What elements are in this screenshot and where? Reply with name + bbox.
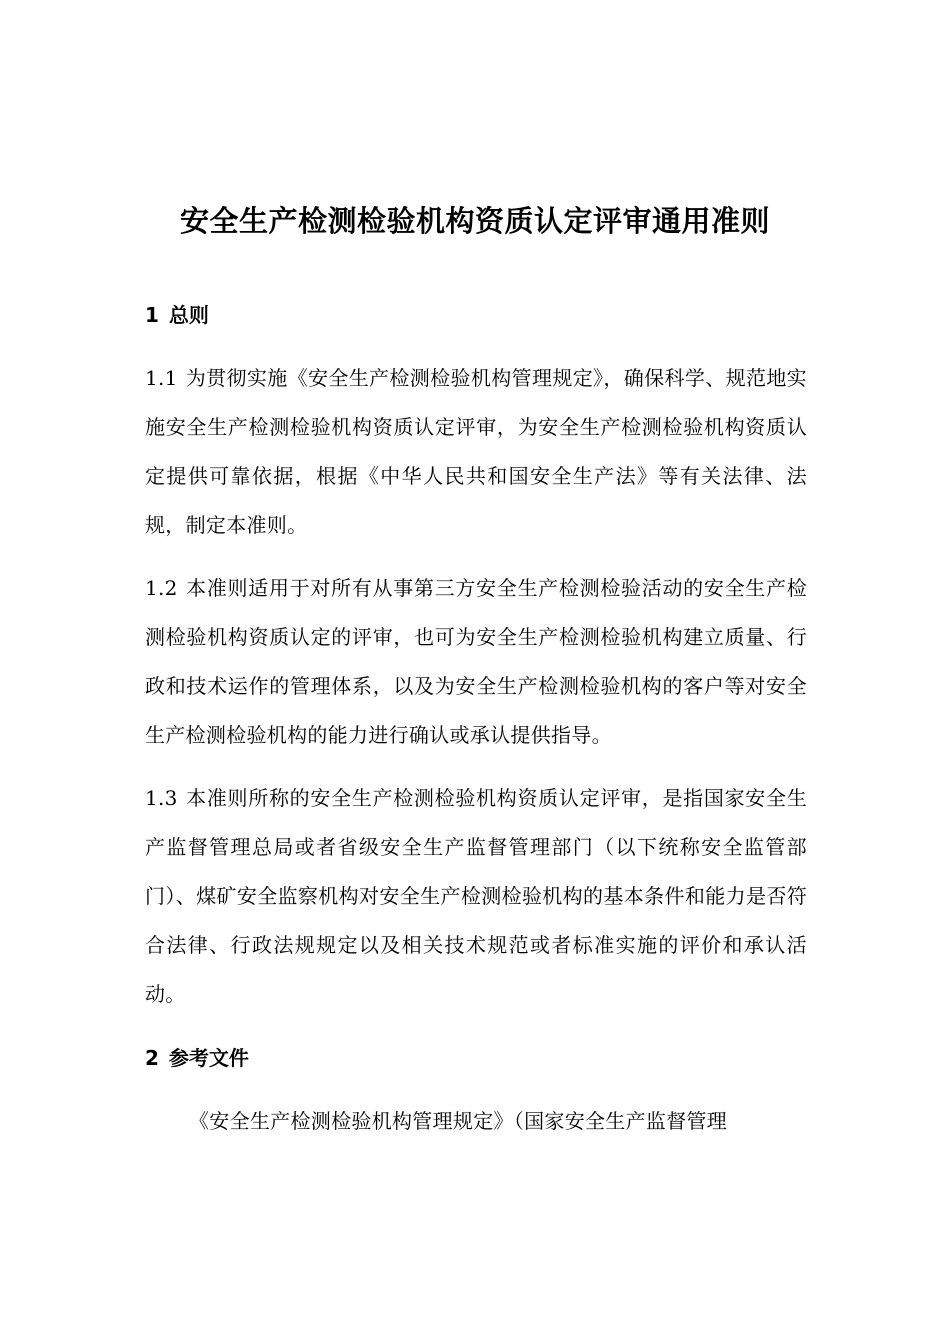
- reference-paragraph: 《安全生产检测检验机构管理规定》（国家安全生产监督管理: [189, 1109, 728, 1133]
- clause-text: 本准则适用于对所有从事第三方安全生产检测检验活动的安全生产检测检验机构资质认定的评审，也可为安全生产检测检验机构建立质量、行政和技术运作的管理体系，以及为安全生产检测检验机构的客户等对安全生产检测检验机构的能力进行确认或承认提供指导。: [145, 576, 807, 747]
- section-number: 2: [145, 1046, 159, 1070]
- document-body: [145, 290, 807, 1146]
- section-heading-references: [145, 1033, 807, 1083]
- document-title: 安全生产检测检验机构资质认定评审通用准则: [179, 204, 770, 239]
- clause-text: 为贯彻实施《安全生产检测检验机构管理规定》，确保科学、规范地实施安全生产检测检验机构资质认定评审，为安全生产检测检验机构资质认定提供可靠依据，根据《中华人民共和国安全生产法》等有关法律、法规，制定本准则。: [145, 366, 807, 537]
- clause-text: 本准则所称的安全生产检测检验机构资质认定评审，是指国家安全生产监督管理总局或者省级安全生产监督管理部门（以下统称安全监管部门）、煤矿安全监察机构对安全生产检测检验机构的基本条件和能力是否符合法律、行政法规规定以及相关技术规范或者标准实施的评价和承认活动。: [145, 786, 807, 1006]
- clause-1-3: [145, 774, 807, 1019]
- section-title: 总则: [168, 303, 209, 327]
- clause-number: 1.1: [145, 366, 178, 390]
- clause-number: 1.2: [145, 576, 178, 600]
- section-title: 参考文件: [168, 1046, 249, 1070]
- clause-number: 1.3: [145, 786, 178, 810]
- clause-1-1: [145, 354, 807, 550]
- clause-1-2: [145, 564, 807, 760]
- section-number: 1: [145, 303, 159, 327]
- section-heading-general: [145, 290, 807, 340]
